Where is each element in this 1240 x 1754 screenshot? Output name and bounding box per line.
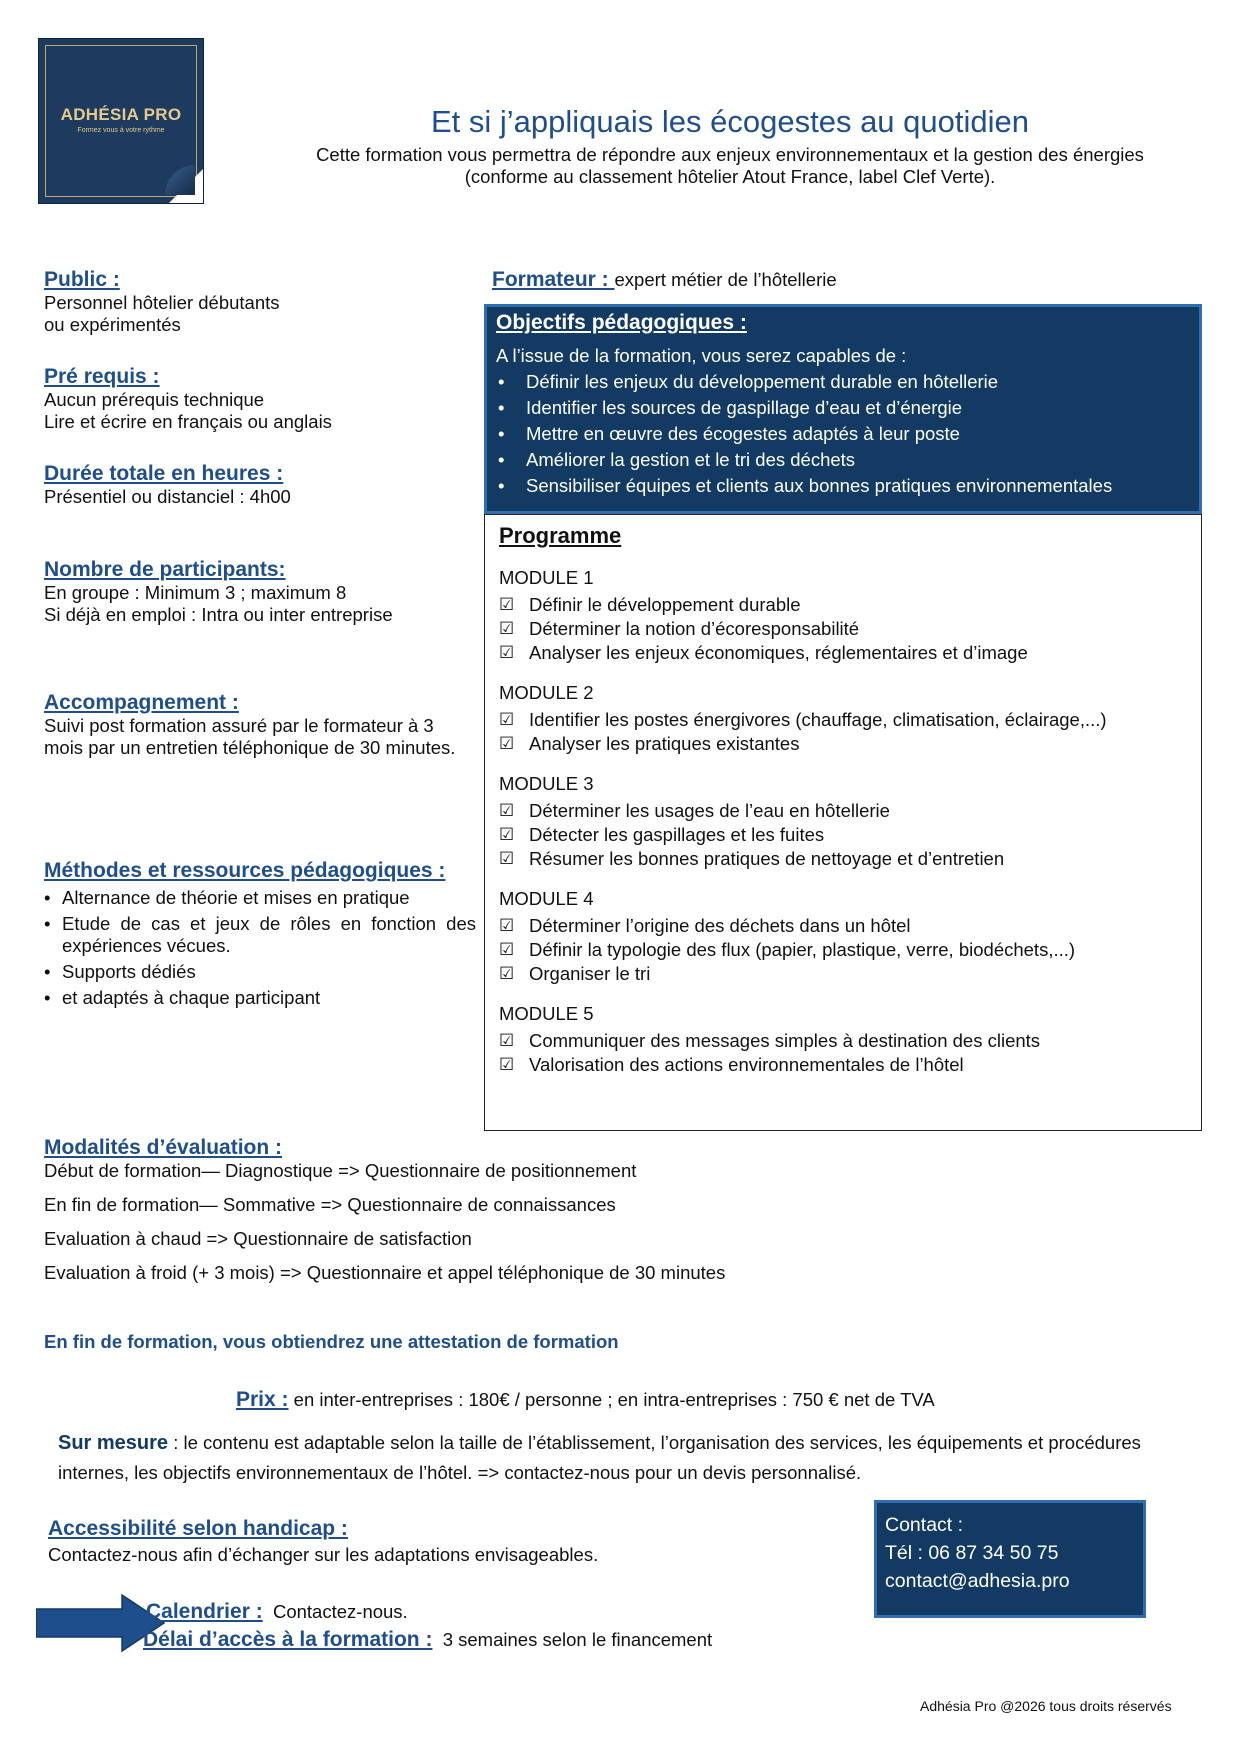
methodes-section bbox=[44, 859, 476, 1013]
list-item bbox=[499, 1053, 1187, 1077]
duree-heading: Durée totale en heures : bbox=[44, 462, 284, 485]
list-item: • Supports dédiés bbox=[44, 961, 476, 983]
list-item bbox=[499, 1029, 1187, 1053]
module-name: MODULE 1 bbox=[499, 567, 594, 588]
logo-brand: ADHÉSIA PRO bbox=[60, 105, 182, 124]
methodes-heading: Méthodes et ressources pédagogiques : bbox=[44, 859, 446, 882]
participants-section bbox=[44, 558, 464, 626]
public-heading: Public : bbox=[44, 268, 120, 291]
page-subtitle: Cette formation vous permettra de répondre aux enjeux environnementaux et la gestion des énergies (conforme au classement hôtelier Atout France, label Clef Verte). bbox=[316, 144, 1144, 187]
list-item bbox=[499, 593, 1187, 617]
list-item: • Etude de cas et jeux de rôles en fonction des expériences vécues. bbox=[44, 913, 476, 957]
module-item: Détecter les gaspillages et les fuites bbox=[529, 824, 825, 845]
checkbox-icon: ☑ bbox=[499, 595, 515, 614]
logo bbox=[38, 38, 204, 204]
list-item: • Alternance de théorie et mises en pratique bbox=[44, 887, 476, 909]
calendrier-value: Contactez-nous. bbox=[272, 1601, 408, 1622]
module-item: Déterminer la notion d’écoresponsabilité bbox=[529, 618, 860, 639]
participants-line: En groupe : Minimum 3 ; maximum 8 bbox=[44, 582, 347, 603]
list-item bbox=[499, 823, 1187, 847]
programme-heading: Programme bbox=[499, 523, 622, 548]
methodes-list bbox=[44, 887, 476, 1009]
list-item bbox=[499, 708, 1187, 732]
formateur-line bbox=[492, 268, 1192, 292]
module-item: Résumer les bonnes pratiques de nettoyage et d’entretien bbox=[529, 848, 1005, 869]
evaluation-line: Début de formation— Diagnostique => Questionnaire de positionnement bbox=[44, 1160, 637, 1181]
public-line: ou expérimentés bbox=[44, 314, 181, 335]
logo-tagline: Formez vous à votre rythme bbox=[77, 127, 165, 134]
prerequis-line: Aucun prérequis technique bbox=[44, 389, 265, 410]
evaluation-section bbox=[44, 1136, 1194, 1284]
accessibilite-section bbox=[48, 1517, 828, 1566]
module-item: Valorisation des actions environnementales de l’hôtel bbox=[529, 1054, 964, 1075]
module-name: MODULE 5 bbox=[499, 1003, 594, 1024]
sur-mesure-paragraph bbox=[58, 1428, 1178, 1487]
checkbox-icon: ☑ bbox=[499, 643, 515, 662]
checkbox-icon: ☑ bbox=[499, 916, 515, 935]
objectifs-list bbox=[496, 369, 1190, 499]
attestation-note: En fin de formation, vous obtiendrez une attestation de formation bbox=[44, 1331, 619, 1352]
module-item: Définir le développement durable bbox=[529, 594, 801, 615]
prix-value: en inter-entreprises : 180€ / personne ; en intra-entreprises : 750 € net de TVA bbox=[288, 1389, 935, 1410]
contact-box bbox=[874, 1500, 1146, 1618]
list-item bbox=[499, 938, 1187, 962]
module-block bbox=[499, 682, 1187, 756]
participants-heading: Nombre de participants: bbox=[44, 558, 286, 581]
list-item bbox=[499, 799, 1187, 823]
objectifs-intro: A l’issue de la formation, vous serez capables de : bbox=[496, 345, 907, 366]
list-item bbox=[499, 914, 1187, 938]
module-item: Communiquer des messages simples à destination des clients bbox=[529, 1030, 1041, 1051]
public-line: Personnel hôtelier débutants bbox=[44, 292, 280, 313]
calendrier-line bbox=[146, 1600, 408, 1624]
accessibilite-heading: Accessibilité selon handicap : bbox=[48, 1517, 348, 1540]
contact-email[interactable]: contact@adhesia.pro bbox=[885, 1570, 1070, 1592]
objectifs-box bbox=[484, 304, 1202, 514]
public-section bbox=[44, 268, 464, 336]
module-block bbox=[499, 1003, 1187, 1077]
programme-box bbox=[484, 514, 1202, 1131]
prerequis-line: Lire et écrire en français ou anglais bbox=[44, 411, 332, 432]
checkbox-icon: ☑ bbox=[499, 1031, 515, 1050]
objectifs-heading: Objectifs pédagogiques : bbox=[496, 311, 747, 334]
calendrier-heading: Calendrier : bbox=[146, 1600, 263, 1623]
prix-heading: Prix : bbox=[236, 1388, 289, 1411]
module-block bbox=[499, 888, 1187, 986]
checkbox-icon: ☑ bbox=[499, 801, 515, 820]
checkbox-icon: ☑ bbox=[499, 825, 515, 844]
module-item: Organiser le tri bbox=[529, 963, 651, 984]
checkbox-icon: ☑ bbox=[499, 964, 515, 983]
list-item bbox=[499, 962, 1187, 986]
list-item: • Sensibiliser équipes et clients aux bonnes pratiques environnementales bbox=[496, 473, 1190, 499]
formateur-heading: Formateur : bbox=[492, 268, 615, 291]
list-item bbox=[499, 641, 1187, 665]
evaluation-heading: Modalités d’évaluation : bbox=[44, 1136, 283, 1159]
module-item: Identifier les postes énergivores (chauffage, climatisation, éclairage,...) bbox=[529, 709, 1107, 730]
list-item bbox=[499, 617, 1187, 641]
list-item: • Identifier les sources de gaspillage d’eau et d’énergie bbox=[496, 395, 1190, 421]
formateur-value: expert métier de l’hôtellerie bbox=[614, 269, 837, 290]
accompagnement-heading: Accompagnement : bbox=[44, 691, 239, 714]
checkbox-icon: ☑ bbox=[499, 849, 515, 868]
prix-line bbox=[236, 1388, 935, 1412]
list-item bbox=[499, 847, 1187, 871]
module-item: Analyser les pratiques existantes bbox=[529, 733, 800, 754]
module-name: MODULE 3 bbox=[499, 773, 594, 794]
delai-heading: Délai d’accès à la formation : bbox=[143, 1628, 433, 1651]
list-item: • Améliorer la gestion et le tri des déchets bbox=[496, 447, 1190, 473]
module-name: MODULE 4 bbox=[499, 888, 594, 909]
accompagnement-section bbox=[44, 691, 464, 759]
footer-copyright: Adhésia Pro @2026 tous droits réservés bbox=[920, 1698, 1172, 1714]
accessibilite-text: Contactez-nous afin d’échanger sur les adaptations envisageables. bbox=[48, 1544, 599, 1565]
prerequis-heading: Pré requis : bbox=[44, 365, 160, 388]
duree-section bbox=[44, 462, 464, 508]
contact-heading: Contact : bbox=[885, 1514, 964, 1536]
prerequis-section bbox=[44, 365, 464, 433]
checkbox-icon: ☑ bbox=[499, 734, 515, 753]
module-item: Analyser les enjeux économiques, réglementaires et d’image bbox=[529, 642, 1028, 663]
evaluation-line: Evaluation à chaud => Questionnaire de satisfaction bbox=[44, 1228, 472, 1249]
sur-mesure-heading: Sur mesure bbox=[58, 1432, 169, 1454]
contact-phone[interactable]: Tél : 06 87 34 50 75 bbox=[885, 1542, 1059, 1564]
duree-line: Présentiel ou distanciel : 4h00 bbox=[44, 486, 291, 507]
list-item: • Mettre en œuvre des écogestes adaptés à leur poste bbox=[496, 421, 1190, 447]
module-item: Déterminer les usages de l’eau en hôtellerie bbox=[529, 800, 890, 821]
checkbox-icon: ☑ bbox=[499, 1055, 515, 1074]
sur-mesure-text: : le contenu est adaptable selon la taille de l’établissement, l’organisation des services, les équipements et procédures internes, les objectifs environnementaux de l’hôtel. => contactez-nous pour un devis personnalisé. bbox=[58, 1432, 1141, 1483]
checkbox-icon: ☑ bbox=[499, 940, 515, 959]
module-item: Définir la typologie des flux (papier, plastique, verre, biodéchets,...) bbox=[529, 939, 1076, 960]
delai-value: 3 semaines selon le financement bbox=[442, 1629, 713, 1650]
checkbox-icon: ☑ bbox=[499, 710, 515, 729]
module-block bbox=[499, 773, 1187, 871]
module-block bbox=[499, 567, 1187, 665]
list-item: • et adaptés à chaque participant bbox=[44, 987, 476, 1009]
module-name: MODULE 2 bbox=[499, 682, 594, 703]
participants-line: Si déjà en emploi : Intra ou inter entreprise bbox=[44, 604, 393, 625]
page-title: Et si j’appliquais les écogestes au quotidien bbox=[431, 104, 1029, 139]
module-item: Déterminer l’origine des déchets dans un hôtel bbox=[529, 915, 911, 936]
list-item bbox=[499, 732, 1187, 756]
list-item: • Définir les enjeux du développement durable en hôtellerie bbox=[496, 369, 1190, 395]
checkbox-icon: ☑ bbox=[499, 619, 515, 638]
delai-line bbox=[143, 1628, 712, 1652]
evaluation-line: En fin de formation— Sommative => Questionnaire de connaissances bbox=[44, 1194, 616, 1215]
accompagnement-text: Suivi post formation assuré par le formateur à 3 mois par un entretien téléphonique de 30 minutes. bbox=[44, 715, 456, 758]
evaluation-line: Evaluation à froid (+ 3 mois) => Questionnaire et appel téléphonique de 30 minutes bbox=[44, 1262, 726, 1283]
